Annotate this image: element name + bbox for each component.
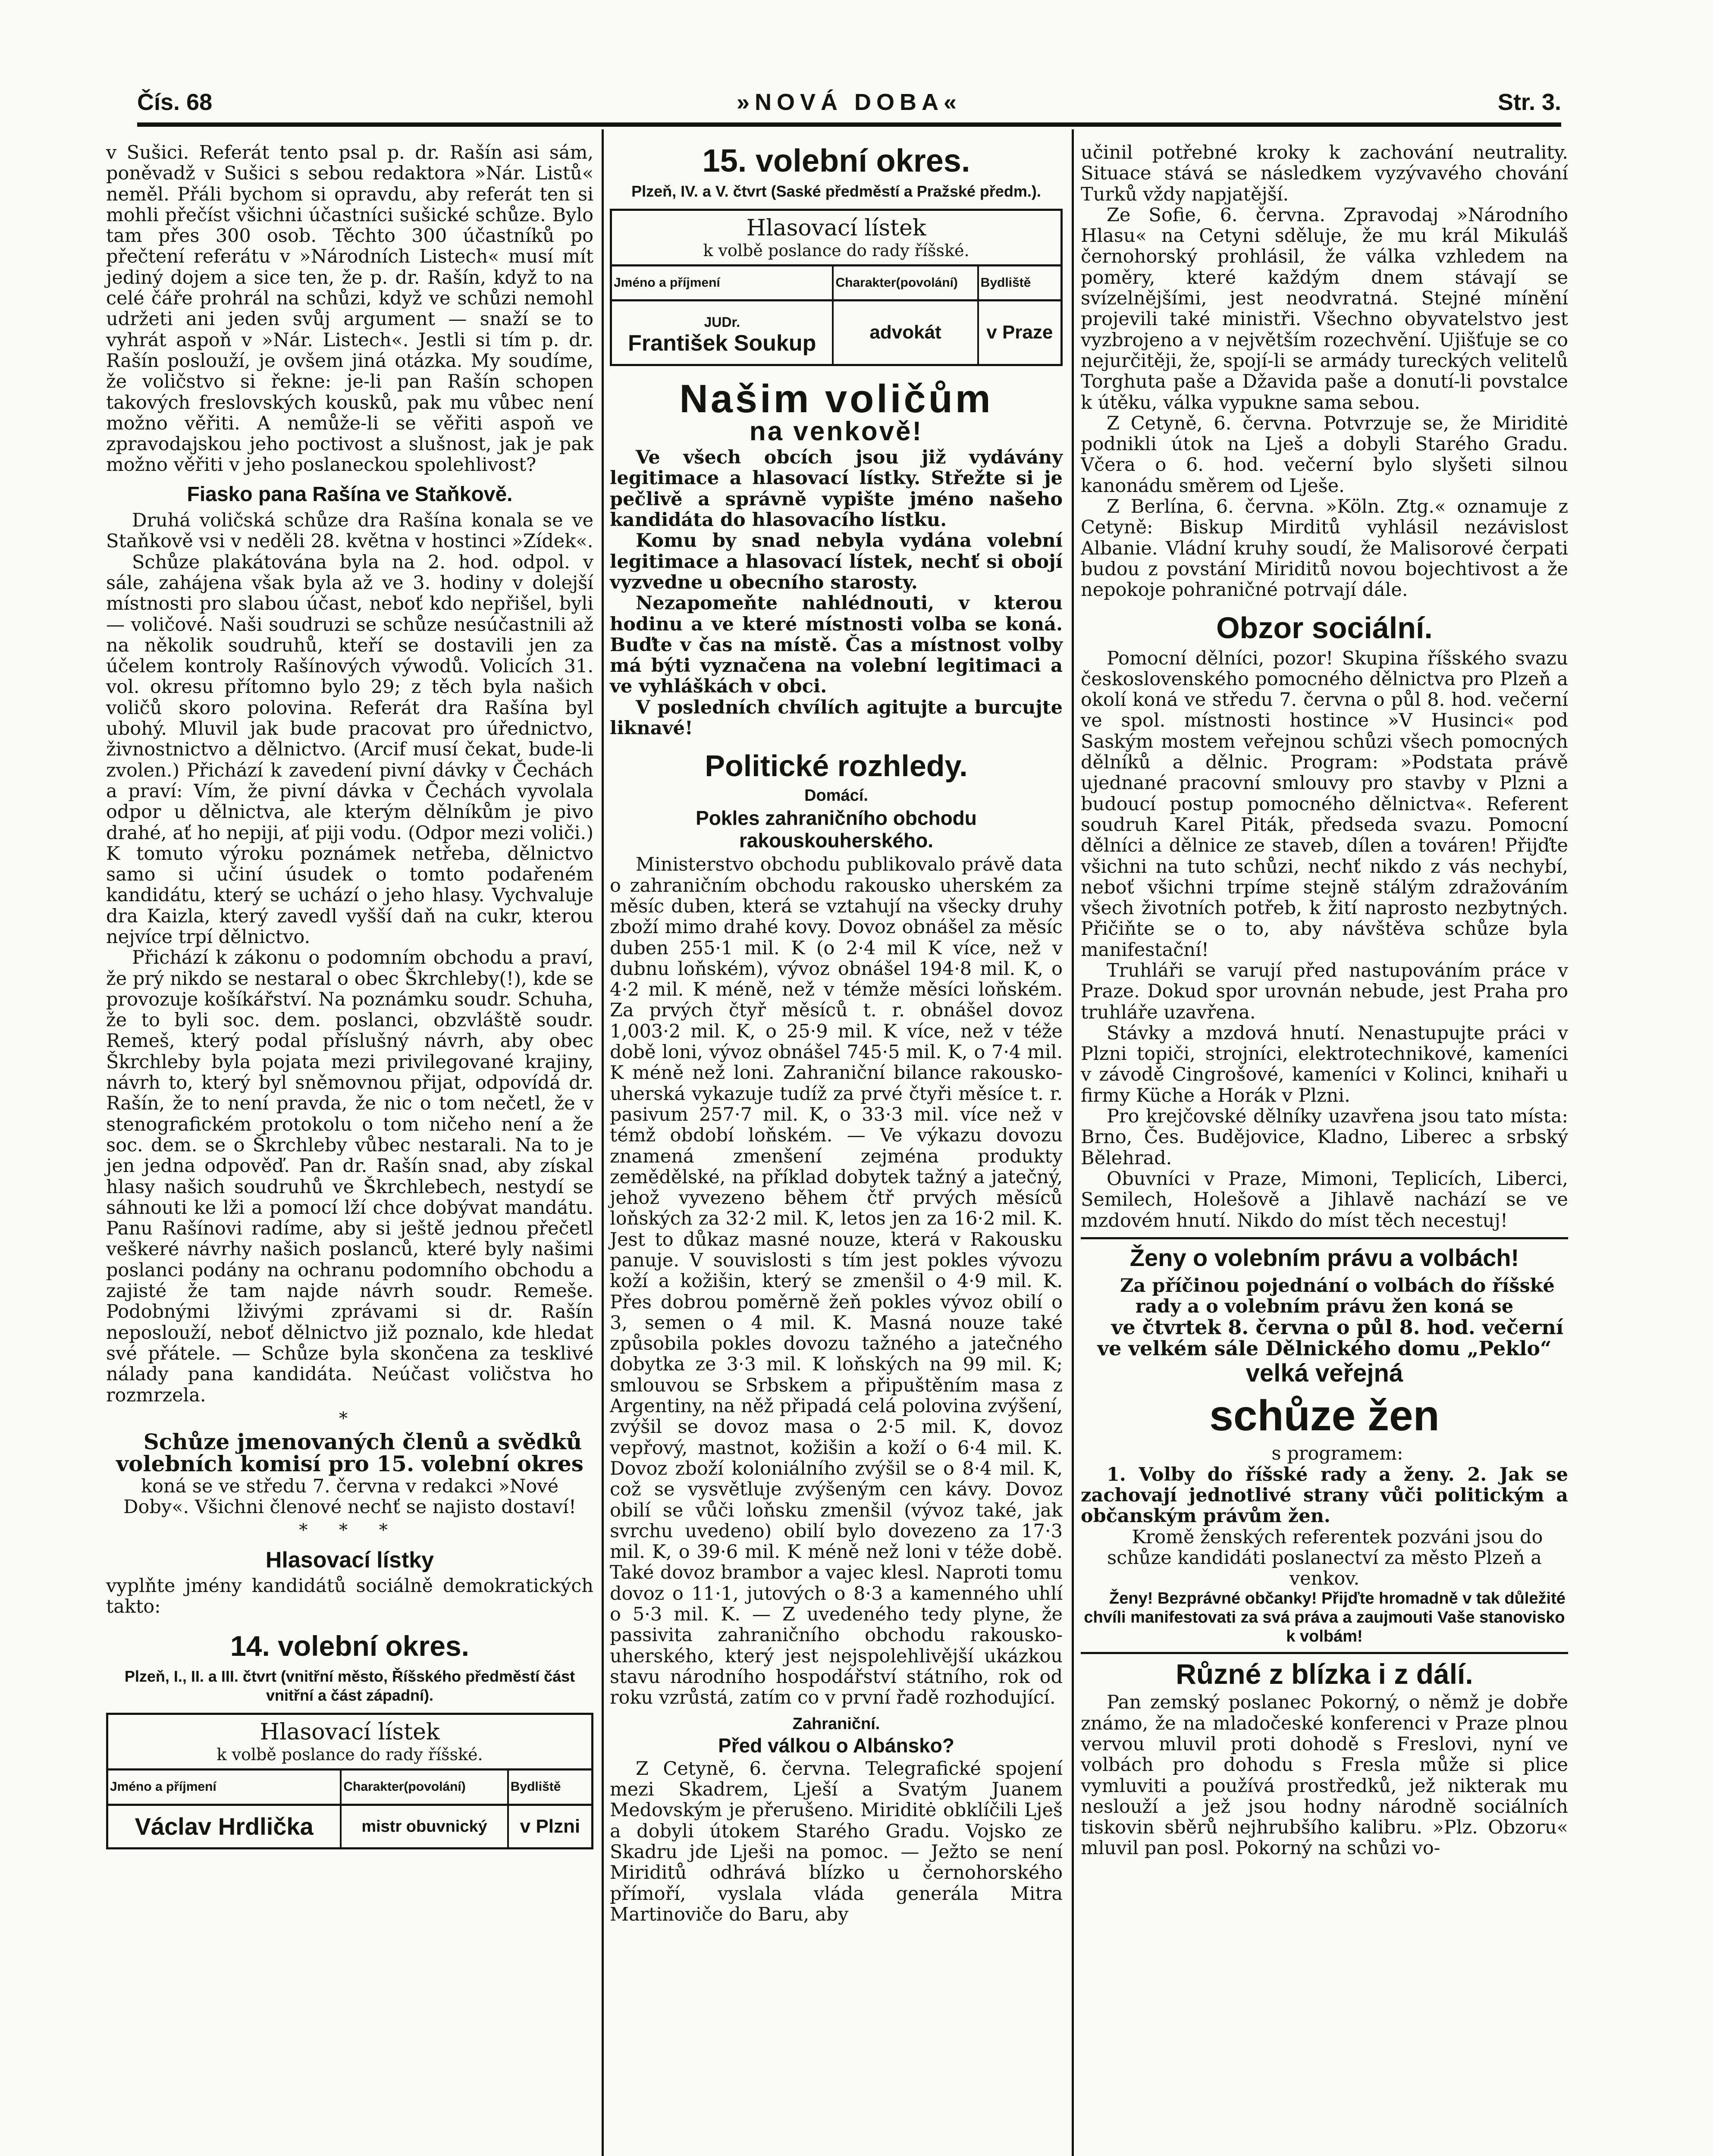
appeal-text: Komu by snad nebyla vydána volební legitimace a hlasovací lístek, nechť si obojí vyzvedne u obecního starosty. bbox=[610, 530, 1063, 593]
candidate-occupation: mistr obuvnický bbox=[341, 1805, 508, 1847]
article-text: Z Cetyně, 6. června. Telegrafické spojení mezi Skadrem, Lješí a Svatým Juanem Medovským je přerušeno. Miriditė obklíčili Lješ a dobyli útokem Starého Gradu. Vojsko ze Skadru jde Lješi na pomoc. — Ježto se není Miriditů odhrává blízko u černohorského přímoří, vyslala vláda generála Mitra Martinoviče do Baru, aby bbox=[610, 1758, 1063, 1925]
event-text: s programem: bbox=[1271, 1443, 1403, 1465]
ballot-header: Bydliště bbox=[978, 266, 1060, 301]
column-2 bbox=[610, 142, 1063, 1925]
column-divider-1 bbox=[602, 129, 604, 2156]
column-1 bbox=[106, 142, 593, 1860]
ballot-title: Hlasovací lístek bbox=[260, 1719, 440, 1745]
candidate-cell bbox=[612, 301, 833, 364]
ballot-sample bbox=[106, 1713, 593, 1849]
section-label: Zahraniční. bbox=[792, 1714, 880, 1733]
article-text: Stávky a mzdová hnutí. Nenastupujte práci v Plzni topiči, strojníci, elektrotechnikové, kameníci v závodě Cingrošové, kameníci v Kolinci, knihaři u firmy Küche a Horák v Plzni. bbox=[1081, 1022, 1568, 1106]
headline: Fiasko pana Rašína ve Staňkově. bbox=[187, 483, 513, 506]
event-text: ve čtvrtek 8. června o půl 8. hod. večerní ve velkém sále Dělnického domu „Peklo“ bbox=[1097, 1316, 1564, 1360]
section-rule bbox=[1081, 1237, 1568, 1239]
appeal-text: V posledních chvílích agitujte a burcujte liknavé! bbox=[610, 696, 1063, 740]
separator-star: * bbox=[339, 1408, 361, 1429]
headline-district-14: 14. volební okres. bbox=[230, 1630, 469, 1662]
ballot-sample bbox=[610, 209, 1063, 366]
article-text: Přichází k zákonu o podomním obchodu a praví, že prý nikdo se nestaral o obec Škrchleby(!), kde se provozuje košíkářství. Na poznámku soudr. Schuha, že to byli soc. dem. poslanci, obzvláště soudr. Remeš, který podal příslušný návrh, aby obec Škrchleby byla pojata mezi privilegované krajiny, návrh to, který byl sněmovnou přijat, odpovídá dr. Rašín, že to není pravda, že nic o tom nečetl, že v stenografickém protokolu o tom ničeho není a že soc. dem. se o Škrchleby vůbec nestarali. Na to je jen jedna odpověď. Pan dr. Rašín snad, aby získal hlasy našich soudruhů ve Škrchlebech, nestydí se sáhnouti ke lži a pomocí lží chce dobývat mandátu. Panu Rašínovi radíme, aby si ještě jednou přečetl veškeré návrhy našich poslanců, které byly našimi poslanci podány na ochranu podomního obchodu a zajisté že tam najde návrh soudr. Remeše. Podobnými lživými zprávami si dr. Rašín neposlouží, neboť dělnictvo již poznalo, kde hledat své přátele. — Schůze byla skončena za tesklivé nálady pana kandidáta. Neúčast voličstva ho rozmrzela. bbox=[106, 947, 593, 1406]
issue-number: Čís. 68 bbox=[137, 89, 213, 115]
candidate-occupation: advokát bbox=[833, 301, 978, 364]
headline-social: Obzor sociální. bbox=[1216, 611, 1433, 645]
ballot-header: Charakter(povolání) bbox=[833, 266, 978, 301]
event-appeal: Ženy! Bezprávné občanky! Přijďte hromadně v tak důležité chvíli manifestovati za svá práva a zaujmouti Vaše stanovisko k volbám! bbox=[1084, 1589, 1566, 1646]
headline-voters-sub: na venkově! bbox=[749, 416, 923, 446]
ballot-title: Hlasovací lístek bbox=[746, 215, 926, 241]
article-text: vyplňte jmény kandidátů sociálně demokratických takto: bbox=[106, 1575, 593, 1618]
headline-women-meeting: schůze žen bbox=[1209, 1391, 1440, 1440]
candidate-name: Václav Hrdlička bbox=[108, 1805, 341, 1847]
article-text: v Sušici. Referát tento psal p. dr. Rašín asi sám, poněvadž v Sušici s sebou redaktora »Nár. Listů« neměl. Přáli bychom si opravdu, aby referát ten si mohli přečíst všichni účastníci sušické schůze. Bylo tam přes 300 osob. Těchto 300 účastníků po přečtení referátu v »Národních Listech« musí mít jediný dojem a sice ten, že p. dr. Rašín, když to na celé čáře prohrál na schůzi, když ve schůzi nemohl udržeti ani jeden svůj argument — snaží se to vyhrát aspoň v »Nár. Listech«. Jestli si tím p. dr. Rašín poslouží, je ovšem jiná otázka. My soudíme, že voličstvo si řekne: je-li pan Rašín schopen takových freslovských kousků, pak mu vůbec není možno věřiti. A nemůže-li se věřiti aspoň ve zpravodajskou jeho poctivost a slušnost, jak je pak možno věřiti v jeho poslaneckou spolehlivost? bbox=[106, 142, 593, 476]
headline-politics: Politické rozhledy. bbox=[705, 749, 968, 783]
headline-district-15: 15. volební okres. bbox=[702, 143, 970, 179]
event-text: Kromě ženských referentek pozváni jsou do schůze kandidáti poslanectví za město Plzeň a venkov. bbox=[1107, 1526, 1543, 1590]
section-label: Domácí. bbox=[804, 787, 868, 805]
section-rule bbox=[1081, 1652, 1568, 1654]
appeal-text: Nezapomeňte nahlédnouti, v kterou hodinu a ve které místnosti volba se koná. Buďte v čas na místě. Čas a místnost volby má býti vyznačena na volební legitimaci a ve vyhláškách v obci. bbox=[610, 592, 1063, 698]
ballot-table bbox=[612, 264, 1060, 364]
candidate-name: František Soukup bbox=[628, 330, 816, 356]
column-3 bbox=[1081, 142, 1568, 1859]
notice-text: koná se ve středu 7. června v redakci »Nové Doby«. Všichni členové nechť se najisto dostaví! bbox=[123, 1475, 576, 1518]
event-text: Za příčinou pojednání o volbách do říšské rady a o volebním právu žen koná se bbox=[1120, 1275, 1555, 1318]
masthead-title: »NOVÁ DOBA« bbox=[736, 89, 962, 115]
district-subtitle: Plzeň, IV. a V. čtvrt (Saské předměstí a Pražské předm.). bbox=[631, 182, 1041, 200]
ballot-subtitle: k volbě poslance do rady říšské. bbox=[703, 241, 969, 260]
notice-bold: Schůze jmenovaných členů a svědků volebních komisí pro 15. volební okres bbox=[116, 1429, 584, 1477]
ballot-header: Jméno a příjmení bbox=[108, 1770, 341, 1805]
article-text: Ze Sofie, 6. června. Zpravodaj »Národního Hlasu« na Cetyni sděluje, že mu král Mikuláš černohorský prohlásil, že válka vzhledem na poměry, které každým dnem stávají se svízelnějšími, jest neodvratná. Stejné mínění projevili také ministři. Všechno obyvatelstvo jest vyzbrojeno a v největším rozechvění. Ujišťuje se co nejurčitěji, že, spojí-li se armády tureckých velitelů Torghuta paše a Džavida paše a donutí-li povstalce k útěku, válka vypukne sama sebou. bbox=[1081, 204, 1568, 414]
district-subtitle: Plzeň, I., II. a III. čtvrt (vnitřní město, Říšského předměstí část vnitřní a část západní). bbox=[124, 1667, 575, 1705]
article-text: Obuvníci v Praze, Mimoni, Teplicích, Liberci, Semilech, Holešově a Jihlavě nachází se ve mzdovém hnutí. Nikdo do míst těch necestuj! bbox=[1081, 1168, 1568, 1232]
notice bbox=[106, 1429, 593, 1518]
headline-trade: Pokles zahraničního obchodu rakouskouherského. bbox=[696, 807, 977, 852]
article-text: učinil potřebné kroky k zachování neutrality. Situace stává se následkem vyzývavého chování Turků vždy napjatější. bbox=[1081, 142, 1568, 205]
candidate-residence: v Praze bbox=[978, 301, 1060, 364]
article-text: Pomocní dělníci, pozor! Skupina říšského svazu československého pomocného dělnictva pro Plzeň a okolí koná ve středu 7. června o půl 8. hod. večerní ve spol. místnosti hostince »V Husinci« pod Saským mostem veřejnou schůzi všech pomocných dělníků a dělnic. Program: »Podstata právě ujednané pracovní smlouvy pro stavby v Plzni a budoucí postup pomocného dělnictva«. Referent soudruh Karel Piták, předseda svazu. Pomocní dělníci a dělnice ze staveb, dílen a továren! Přijďte všichni na tuto schůzi, nechť nikdo z vás nechybí, neboť všichni trpíme stejně stálým zdražováním všech životních potřeb, k žití naprosto nezbytných. Přičiňte se o to, aby návštěva schůze byla manifestační! bbox=[1081, 647, 1568, 961]
appeal-text: Ve všech obcích jsou již vydávány legitimace a hlasovací lístky. Střežte si je pečlivě a správně vypište jméno našeho kandidáta do hlasovacího lístku. bbox=[610, 447, 1063, 531]
ballot-table bbox=[108, 1768, 591, 1847]
headline-public: velká veřejná bbox=[1246, 1359, 1403, 1388]
column-divider-2 bbox=[1072, 129, 1074, 2156]
ballot-header: Bydliště bbox=[508, 1770, 591, 1805]
headline-women: Ženy o volebním právu a volbách! bbox=[1129, 1244, 1519, 1271]
headline-ballots: Hlasovací lístky bbox=[265, 1547, 434, 1573]
article-text: Pro krejčovské dělníky uzavřena jsou tato místa: Brno, Čes. Budějovice, Kladno, Liberec a srbský Bělehrad. bbox=[1081, 1106, 1568, 1169]
header-rule bbox=[137, 122, 1561, 127]
page-header bbox=[137, 89, 1561, 116]
article-text: Schůze plakátována byla na 2. hod. odpol. v sále, zahájena však byla až ve 3. hodiny v dolejší místnosti pro slabou účast, neboť kdo nepřišel, byli — voličové. Naši soudruzi se schůze nesúčastnili až na několik soudruhů, kteří se dostavili jen za účelem kontroly Rašínových výwodů. Volicích 31. vol. okresu přítomno bylo 29; z těch byla našich voličů skoro polovina. Referát dra Rašína byl ubohý. Mluvil jak bude pracovat pro úřednictvo, živnostnictvo a dělnictvo. (Arcif musí čekat, bude-li zvolen.) Přichází k zavedení pivní dávky v Čechách a praví: Vím, že pivní dávka v Čechách vyvolala odpor u dělnictva, ale kterým dělníkům je pivo drahé, ať ho nepiji, ať piji vodu. (Odpor mezi voliči.) K tomuto výroku poznámek netřeba, dělnictvo samo si učiní úsudek o tomto podařeném kandidátu, který se uchází o jeho hlasy. Vychvaluje dra Kaizla, který zavedl vyšší daň na cukr, kterou nejvíce trpí dělnictvo. bbox=[106, 551, 593, 948]
article-text: Z Berlína, 6. června. »Köln. Ztg.« oznamuje z Cetyně: Biskup Mirditů vyhlásil nezávislost Albanie. Vládní kruhy soudí, že Malisorové čerpati budou z povstání Miriditů novou bojechtivost a že nepokoje pohraničné potrvají dále. bbox=[1081, 496, 1568, 601]
candidate-residence: v Plzni bbox=[508, 1805, 591, 1847]
article-text: Pan zemský poslanec Pokorný, o němž je dobře známo, že na mladočeské konferenci v Praze plnou vervou mluvil proti dohodě s Freslovi, nyní ve volbách pro dohodu s Fresla může si plice vymluviti a používá prostředků, jež nikterak mu neslouží a jež jsou hodny národně sociálních tiskovin sběrů nejhrubšího kalibru. »Plz. Obzoru« mluvil pan posl. Pokorný na schůzi vo- bbox=[1081, 1692, 1568, 1859]
ballot-header: Jméno a příjmení bbox=[612, 266, 833, 301]
headline-albania: Před válkou o Albánsko? bbox=[718, 1734, 954, 1757]
article-text: Z Cetyně, 6. června. Potvrzuje se, že Miriditė podnikli útok na Lješ a dobyli Starého Gradu. Včera o 6. hod. večerní bylo slyšeti silnou kanonádu směrem od Lješe. bbox=[1081, 412, 1568, 497]
article-text: Ministerstvo obchodu publikovalo právě data o zahraničním obchodu rakousko uherském za měsíc duben, která se vztahují na všecky druhy zboží mimo drahé kovy. Dovoz obnášel za měsíc duben 255·1 mil. K (o 2·4 mil K více, než v dubnu loňském), vývoz obnášel 194·8 mil. K, o 4·2 mil. K méně, než v témže měsíci loňském. Za prvých čtyř měsíců t. r. obnášel dovoz 1,003·2 mil. K, o 25·9 mil. K více, než v téže době loni, vývoz obnášel 745·5 mil. K, o 7·4 mil. K méně než loni. Zahraniční bilance rakousko-uherská vykazuje tudíž za prvé čtyři měsíce t. r. pasivum 257·7 mil. K, o 33·3 mil. více než v témž období loňském. — Ve výkazu dovozu znamená zmenšení zejména produkty zemědělské, na příklad dobytek tažný a jatečný, jehož vyvezeno během čtř prvých měsíců loňských za 32·2 mil. K, letos jen za 16·2 mil. K. Jest to důkaz masné nouze, která v Rakousku panuje. V souvislosti s tím jest pokles vývozu koží a kožišin, který se zmenšil o 4·9 mil. K. Přes dobrou poměrně žeň pokles vývoz obilí o 3, semen o 4 mil. K. Masná nouze také způsobila pokles dovozu tažného a jatečného dobytka ze 3·3 mil. K loňských na 99 mil. K; smlouvou se Srbskem a připuštěním masa z Argentiny, na něž připadá celá polovina zvýšení, zvýšil se dovoz masa o 2·5 mil. K, dovoz vepřový, mastnot, kožišin a koží o 6·4 mil. K. Dovoz zboží koloniálního zvýšil se o 8·4 mil. K, což se vysvětluje zvýšeným cen kávy. Dovoz obilí se vůči loňsku zmenšil (vývoz také, jak svrchu uvedeno) obilí bylo dovezeno za 17·3 mil. K, o 39·6 mil. K méně než loni v téže době. Také dovoz brambor a vajec klesl. Naproti tomu dovoz o 11·1, jutových o 8·3 a kamenného uhlí o 5·3 mil. K. — Z uvedeného tedy plyne, že passivita zahraničního obchodu rakousko-uherského, který jest nejspolehlivější ukázkou stavu národního hospodářství státního, rok od roku vzrůstá, zatím co v první řadě rozhodující. bbox=[610, 854, 1063, 1709]
page-number: Str. 3. bbox=[1497, 89, 1561, 115]
event-program: 1. Volby do říšské rady a ženy. 2. Jak se zachovají jednotlivé strany vůči politickým a občanským právům žen. bbox=[1081, 1463, 1568, 1527]
headline-misc: Různé z blízka i z dálí. bbox=[1176, 1658, 1473, 1690]
ballot-header: Charakter(povolání) bbox=[341, 1770, 508, 1805]
candidate-title: JUDr. bbox=[704, 314, 740, 330]
headline-voters: Našim voličům bbox=[679, 376, 993, 421]
ballot-subtitle: k volbě poslance do rady říšské. bbox=[216, 1745, 483, 1764]
separator-stars: * * * bbox=[299, 1520, 401, 1541]
article-text: Druhá voličská schůze dra Rašína konala se ve Staňkově vsi v neděli 28. května v hostinci »Zídek«. bbox=[106, 510, 593, 552]
article-text: Truhláři se varují před nastupováním práce v Praze. Dokud spor urovnán nebude, jest Praha pro truhláře uzavřena. bbox=[1081, 959, 1568, 1023]
